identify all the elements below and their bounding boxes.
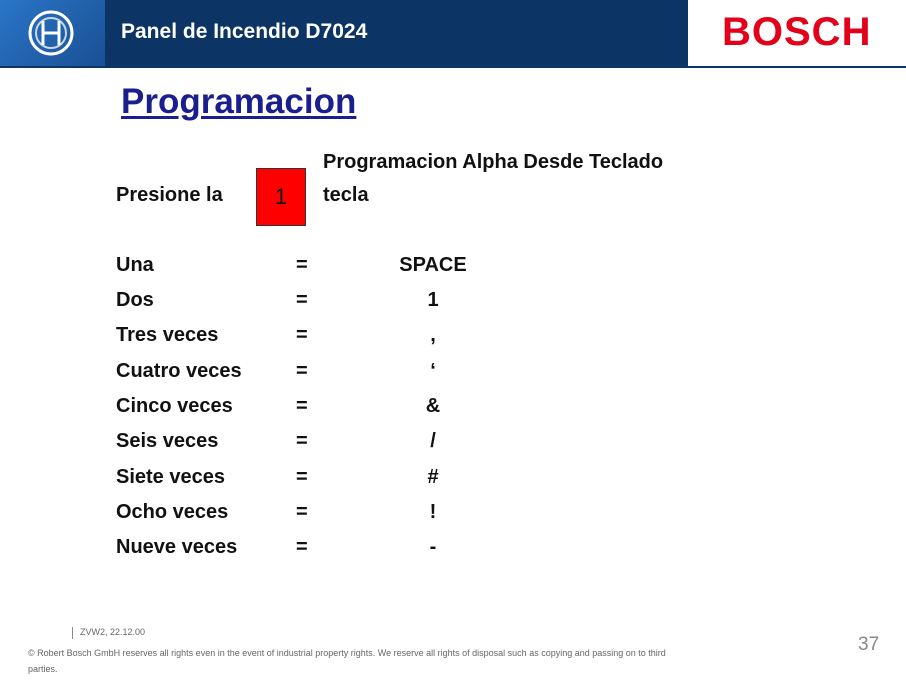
logo-panel [0, 0, 105, 66]
footer-document-code: ZVW2, 22.12.00 [80, 627, 146, 637]
character-value: SPACE [399, 254, 467, 276]
title-bar [105, 0, 688, 66]
press-count-label: Ocho veces [116, 501, 229, 523]
header-divider [0, 66, 906, 68]
table-row [116, 324, 536, 354]
slide-header [0, 0, 906, 66]
equals-sign: = [296, 536, 308, 558]
character-value: 1 [427, 289, 439, 311]
equals-sign: = [296, 254, 308, 276]
character-value: / [430, 430, 436, 452]
character-value: ! [429, 501, 437, 523]
table-row [116, 395, 536, 425]
press-count-label: Seis veces [116, 430, 219, 452]
copyright-notice: © Robert Bosch GmbH reserves all rights even in the event of industrial property rights. We reserve all rights of disposal such as copying and passing on to third parties. [28, 648, 666, 674]
brand-wordmark: BOSCH [722, 10, 872, 54]
bosch-armature-logo-icon [26, 9, 76, 57]
character-value: & [425, 395, 441, 417]
press-count-label: Tres veces [116, 324, 219, 346]
press-count-label: Cuatro veces [116, 360, 242, 382]
instruction-line-1: Programacion Alpha Desde Teclado [323, 151, 664, 173]
character-value: # [427, 466, 439, 488]
instruction-suffix: tecla [323, 184, 369, 206]
table-row [116, 501, 536, 531]
brand-area [688, 0, 906, 66]
character-value: - [429, 536, 437, 558]
table-row [116, 466, 536, 496]
instruction-prefix: Presione la [116, 184, 223, 206]
footer-tick-mark [72, 627, 73, 639]
press-count-label: Dos [116, 289, 154, 311]
press-count-label: Una [116, 254, 154, 276]
equals-sign: = [296, 395, 308, 417]
table-row [116, 430, 536, 460]
equals-sign: = [296, 360, 308, 382]
character-value: , [430, 324, 436, 346]
table-row [116, 254, 536, 284]
equals-sign: = [296, 466, 308, 488]
table-row [116, 360, 536, 390]
key-indicator: 1 [256, 168, 306, 226]
page-number: 37 [858, 634, 880, 655]
equals-sign: = [296, 324, 308, 346]
table-row [116, 536, 536, 566]
table-row [116, 289, 536, 319]
character-value: ‘ [430, 360, 436, 382]
press-count-label: Siete veces [116, 466, 225, 488]
press-count-label: Cinco veces [116, 395, 233, 417]
press-count-label: Nueve veces [116, 536, 238, 558]
equals-sign: = [296, 501, 308, 523]
equals-sign: = [296, 289, 308, 311]
header-title: Panel de Incendio D7024 [121, 20, 368, 43]
slide-heading: Programacion [121, 82, 357, 121]
equals-sign: = [296, 430, 308, 452]
